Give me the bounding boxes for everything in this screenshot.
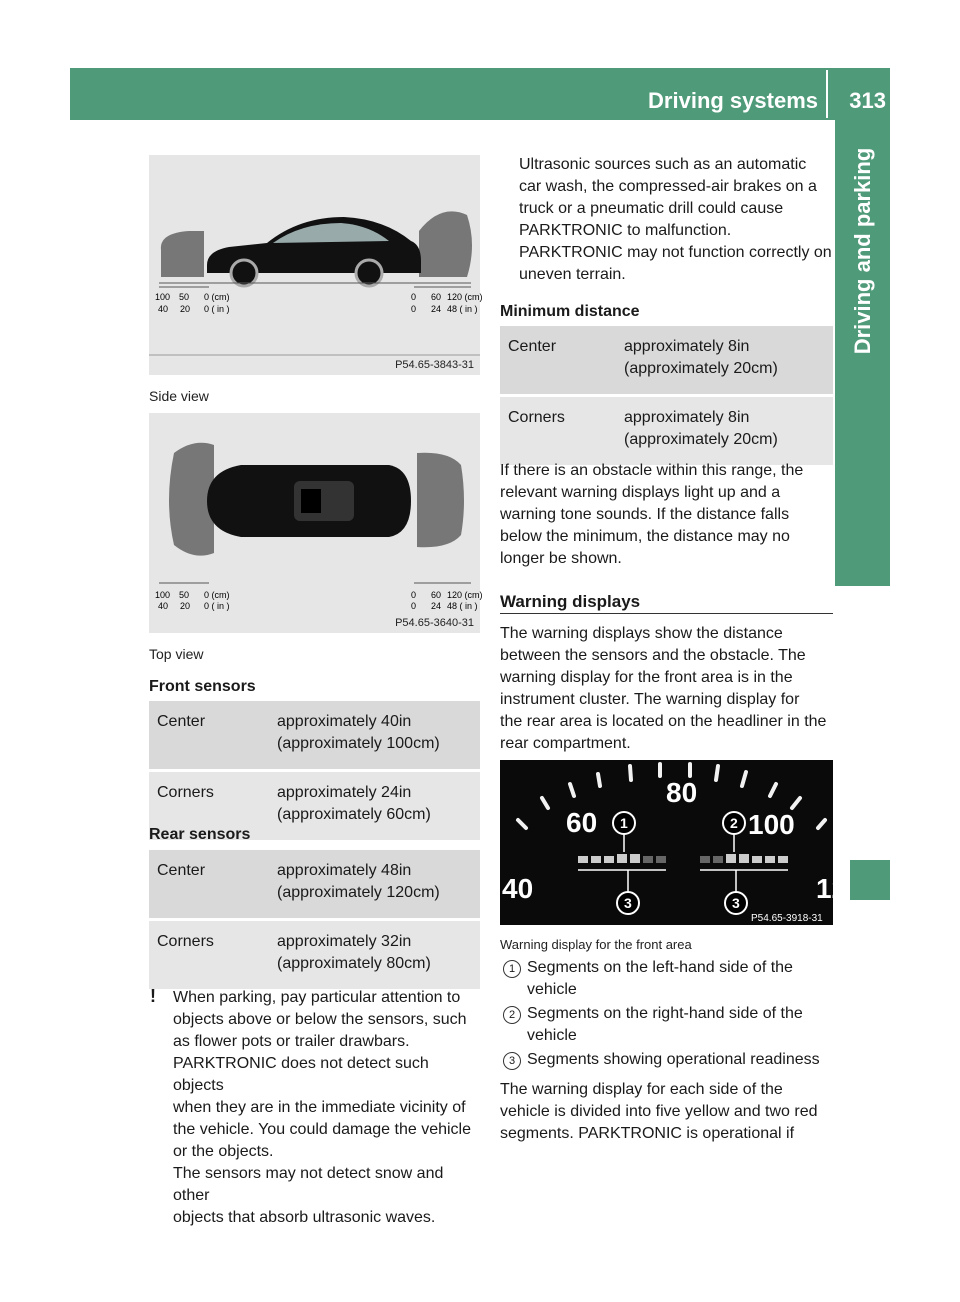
row-value: approximately 32in (approximately 80cm) (269, 921, 480, 992)
top-view-illustration (149, 413, 483, 633)
chapter-tab-label: Driving and parking (849, 147, 875, 355)
instrument-cluster-figure (500, 760, 848, 925)
table-row (149, 850, 480, 921)
gauge-caption: Warning display for the front area (500, 937, 692, 952)
row-label: Corners (149, 921, 269, 992)
tick-80: 80 (666, 777, 698, 808)
row-value: approximately 48in (approximately 120cm) (269, 850, 480, 921)
svg-text:0: 0 (411, 304, 417, 314)
list-item: Segments on the left-hand side of the vehicle (527, 959, 793, 998)
tab-marker (850, 860, 890, 900)
ultrasonic-paragraph: Ultrasonic sources such as an automatic car wash, the compressed-air brakes on a truck or a pneumatic drill could cause PARKTRONIC to malfunction. PARKTRONIC may not function correctly on uneven terrain. (519, 156, 832, 283)
rear-sensors-table (149, 850, 480, 992)
row-value: approximately 40in (approximately 100cm) (269, 701, 480, 772)
svg-text:0: 0 (411, 292, 417, 302)
row-label: Center (500, 326, 616, 397)
row-label: Corners (149, 772, 269, 843)
svg-text:60: 60 (431, 590, 442, 600)
list-item: Segments on the right-hand side of the vehicle (527, 1005, 803, 1044)
svg-text:40: 40 (158, 601, 169, 611)
speedometer-illustration (500, 760, 848, 925)
row-value: approximately 8in (approximately 20cm) (616, 326, 833, 397)
section-title: Driving systems (648, 88, 818, 113)
tick-60: 60 (566, 807, 598, 838)
warning-icon: ! (150, 986, 156, 1006)
list-number: 3 (503, 1052, 521, 1070)
segments-paragraph: The warning display for each side of the vehicle is divided into five yellow and two red segments. PARKTRONIC is operational if (500, 1081, 818, 1142)
list-item: Segments showing operational readiness (527, 1051, 820, 1068)
rear-sensor-zone (419, 211, 472, 277)
segment-bars (578, 854, 788, 863)
warning-displays-heading: Warning displays (500, 592, 641, 611)
svg-text:0: 0 (411, 590, 417, 600)
list-number: 2 (503, 1006, 521, 1024)
warning-note: When parking, pay particular attention to objects above or below the sensors, such as flower pots or trailer drawbars. PARKTRONIC does not detect such objects when they are in the immediate vicinity of the vehicle. You could damage the vehicle or the objects. The sensors may not detect snow and other objects that absorb ultrasonic waves. (173, 989, 471, 1226)
svg-text:24: 24 (431, 304, 442, 314)
page-header (70, 68, 890, 120)
svg-text:48 ( in ): 48 ( in ) (447, 304, 478, 314)
chapter-tab (835, 120, 890, 586)
side-view-figure (149, 155, 483, 375)
svg-text:50: 50 (179, 590, 190, 600)
figure-code: P54.65-3843-31 (395, 359, 474, 371)
table-row (149, 921, 480, 992)
svg-text:0: 0 (411, 601, 417, 611)
svg-text:48 ( in ): 48 ( in ) (447, 601, 478, 611)
svg-text:50: 50 (179, 292, 190, 302)
svg-text:0 (cm): 0 (cm) (204, 590, 230, 600)
figure-code: P54.65-3640-31 (395, 617, 474, 629)
obstacle-paragraph: If there is an obstacle within this range, the relevant warning displays light up and a warning tone sounds. If the distance falls below the minimum, the distance may no longer be shown. (500, 462, 804, 567)
svg-text:2: 2 (730, 815, 738, 831)
row-value: approximately 8in (approximately 20cm) (616, 397, 833, 468)
rear-sensors-heading: Rear sensors (149, 826, 251, 843)
svg-text:20: 20 (180, 601, 191, 611)
svg-text:1: 1 (620, 815, 628, 831)
svg-text:0 ( in ): 0 ( in ) (204, 304, 230, 314)
svg-text:3: 3 (732, 895, 740, 911)
svg-text:60: 60 (431, 292, 442, 302)
tick-120: 12 (816, 873, 848, 904)
minimum-distance-table (500, 326, 833, 468)
svg-text:120 (cm): 120 (cm) (447, 590, 483, 600)
minimum-distance-heading: Minimum distance (500, 303, 640, 320)
svg-text:0 ( in ): 0 ( in ) (204, 601, 230, 611)
tick-40: 40 (502, 873, 534, 904)
row-value: approximately 24in (approximately 60cm) (269, 772, 480, 843)
table-row (149, 701, 480, 772)
front-sensors-heading: Front sensors (149, 678, 256, 695)
svg-text:120 (cm): 120 (cm) (447, 292, 483, 302)
table-row (500, 397, 833, 468)
top-view-figure (149, 413, 483, 633)
svg-text:0 (cm): 0 (cm) (204, 292, 230, 302)
svg-text:40: 40 (158, 304, 169, 314)
front-sensors-table (149, 701, 480, 843)
side-view-caption: Side view (149, 388, 209, 404)
page-number: 313 (849, 88, 886, 113)
table-row (500, 326, 833, 397)
top-view-caption: Top view (149, 646, 204, 662)
warning-displays-paragraph: The warning displays show the distance between the sensors and the obstacle. The warning display for the front area is in the instrument cluster. The warning display for the rear area is located on the headliner in the rear compartment. (500, 625, 827, 752)
header-divider (826, 70, 828, 118)
row-label: Center (149, 850, 269, 921)
rear-sensor-zone (417, 453, 464, 548)
row-label: Center (149, 701, 269, 772)
gauge-figure-code: P54.65-3918-31 (751, 913, 823, 924)
side-view-illustration (149, 155, 483, 375)
list-number: 1 (503, 960, 521, 978)
svg-text:20: 20 (180, 304, 191, 314)
svg-text:100: 100 (155, 590, 171, 600)
svg-text:24: 24 (431, 601, 442, 611)
heading-rule (500, 613, 833, 614)
svg-text:100: 100 (155, 292, 171, 302)
row-label: Corners (500, 397, 616, 468)
tick-100: 100 (748, 809, 795, 840)
front-sensor-zone (161, 231, 204, 277)
svg-text:3: 3 (624, 895, 632, 911)
